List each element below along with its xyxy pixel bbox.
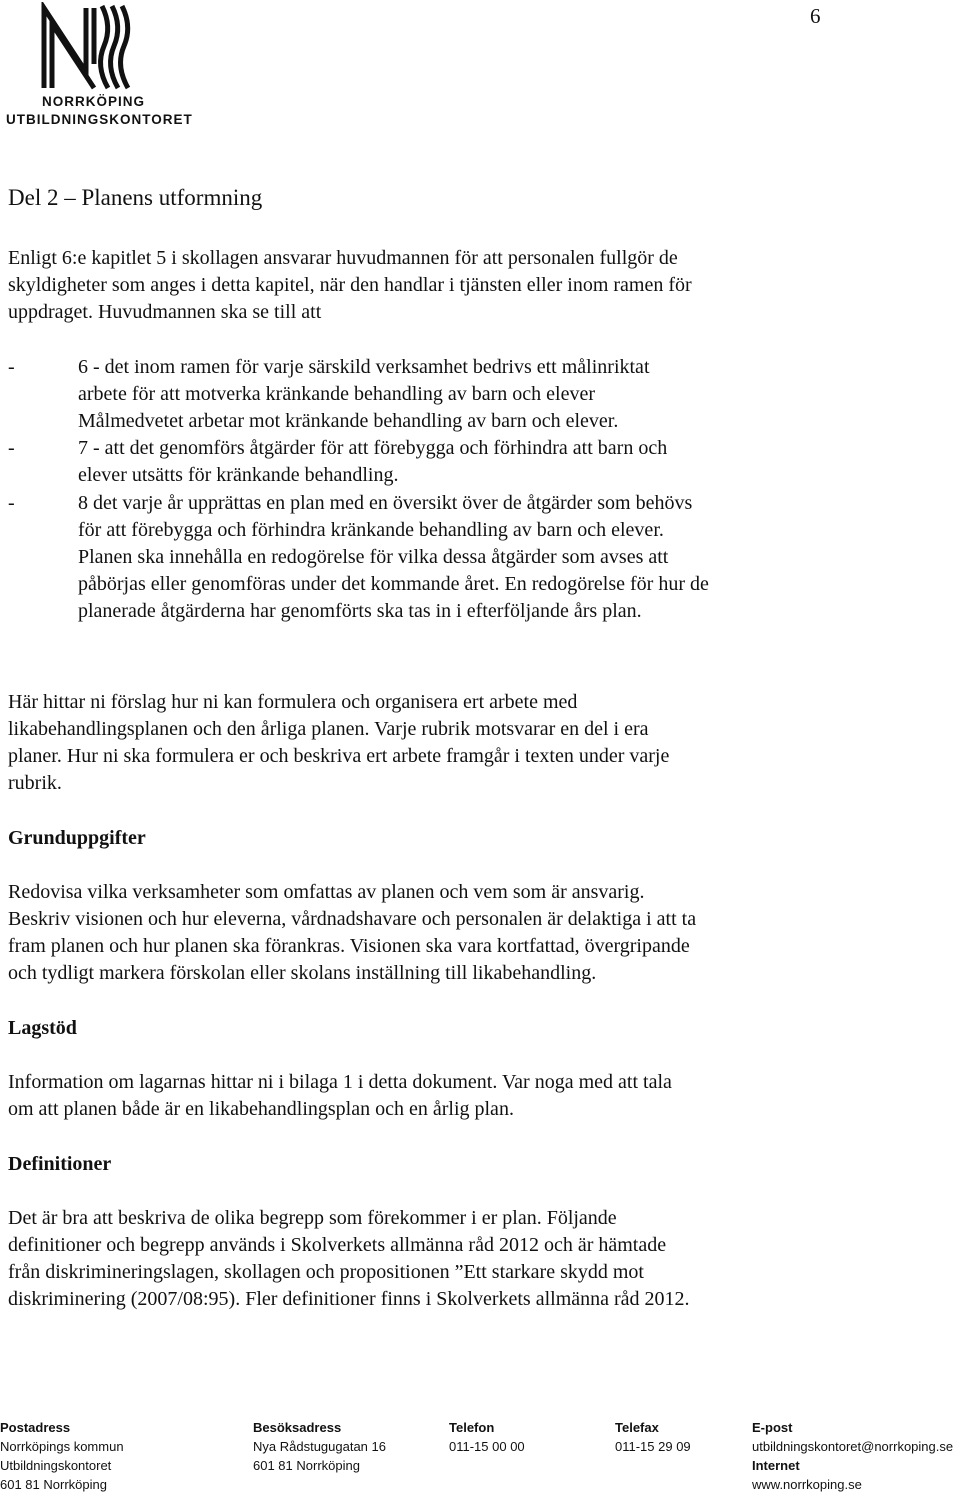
list-line: arbete för att motverka kränkande behandling av barn och elever [78,383,595,405]
intro-line: uppdraget. Huvudmannen ska se till att [8,301,322,323]
intro-line: skyldigheter som anges i detta kapitel, när den handlar i tjänsten eller inom ramen för [8,274,692,296]
page-footer [0,1418,960,1493]
footer-telefon [449,1418,525,1456]
list-line: Planen ska innehålla en redogörelse för vilka dessa åtgärder som avses att [78,546,669,568]
footer-line: 601 81 Norrköping [253,1458,360,1473]
subheading-definitioner: Definitioner [8,1153,112,1175]
list-line: 6 - det inom ramen för varje särskild verksamhet bedrivs ett målinriktat [78,356,650,378]
list-line: påbörjas eller genomföras under det kommande året. En redogörelse för hur de [78,573,709,595]
subheading-grunduppgifter: Grunduppgifter [8,827,146,849]
paragraph-line: Här hittar ni förslag hur ni kan formulera och organisera ert arbete med [8,691,578,713]
paragraph-line: och tydligt markera förskolan eller skolans inställning till likabehandling. [8,962,597,984]
paragraph-line: rubrik. [8,772,62,794]
footer-header: E-post [752,1420,793,1435]
paragraph-line: planer. Hur ni ska formulera er och beskriva ert arbete framgår i texten under varje [8,745,670,767]
list-dash: - [8,492,15,514]
footer-header: Internet [752,1458,800,1473]
paragraph-line: Information om lagarnas hittar ni i bilaga 1 i detta dokument. Var noga med att tala [8,1071,672,1093]
footer-line: Nya Rådstugugatan 16 [253,1439,386,1454]
paragraph-line: Redovisa vilka verksamheter som omfattas av planen och vem som är ansvarig. [8,881,645,903]
paragraph-line: från diskrimineringslagen, skollagen och propositionen ”Ett starkare skydd mot [8,1261,644,1283]
paragraph-line: om att planen både är en likabehandlingsplan och en årlig plan. [8,1098,514,1120]
list-line: 7 - att det genomförs åtgärder för att förebygga och förhindra att barn och [78,437,668,459]
footer-line: 011-15 29 09 [615,1439,691,1454]
footer-email[interactable]: utbildningskontoret@norrkoping.se [752,1439,954,1454]
paragraph-line: diskriminering (2007/08:95). Fler definitioner finns i Skolverkets allmänna råd 2012. [8,1288,690,1310]
footer-besoksadress [253,1418,386,1475]
section-heading: Del 2 – Planens utformning [8,185,263,210]
list-line: 8 det varje år upprättas en plan med en översikt över de åtgärder som behövs [78,492,693,514]
paragraph-line: likabehandlingsplanen och den årliga planen. Varje rubrik motsvarar en del i era [8,718,649,740]
footer-postadress [0,1418,124,1494]
footer-header: Telefon [449,1420,495,1435]
paragraph-line: definitioner och begrepp används i Skolverkets allmänna råd 2012 och är hämtade [8,1234,667,1256]
footer-website[interactable]: www.norrkoping.se [752,1477,862,1492]
page-number: 6 [810,4,821,28]
footer-line: 011-15 00 00 [449,1439,525,1454]
norrkoping-emblem-icon [36,2,136,90]
footer-telefax [615,1418,691,1456]
paragraph-line: fram planen och hur planen ska förankras. Visionen ska vara kortfattad, övergripande [8,935,690,957]
footer-line: Utbildningskontoret [0,1458,112,1473]
logo-line-1: NORRKÖPING [42,94,146,109]
list-line: Målmedvetet arbetar mot kränkande behandling av barn och elever. [78,410,619,432]
footer-epost [752,1418,953,1494]
paragraph-line: Beskriv visionen och hur eleverna, vårdnadshavare och personalen är delaktiga i att ta [8,908,697,930]
logo-line-2: UTBILDNINGSKONTORET [6,112,193,127]
intro-line: Enligt 6:e kapitlet 5 i skollagen ansvarar huvudmannen för att personalen fullgör de [8,247,678,269]
paragraph-line: Det är bra att beskriva de olika begrepp som förekommer i er plan. Följande [8,1207,617,1229]
norrkoping-logo [6,2,193,130]
list-line: för att förebygga och förhindra kränkande behandling av barn och elever. [78,519,664,541]
list-line: planerade åtgärderna har genomförts ska tas in i efterföljande års plan. [78,600,642,622]
footer-header: Besöksadress [253,1420,342,1435]
footer-line: Norrköpings kommun [0,1439,124,1454]
footer-header: Telefax [615,1420,659,1435]
subheading-lagstod: Lagstöd [8,1017,77,1039]
list-dash: - [8,437,15,459]
footer-header: Postadress [0,1420,71,1435]
list-line: elever utsätts för kränkande behandling. [78,464,399,486]
list-dash: - [8,356,15,378]
footer-line: 601 81 Norrköping [0,1477,107,1492]
